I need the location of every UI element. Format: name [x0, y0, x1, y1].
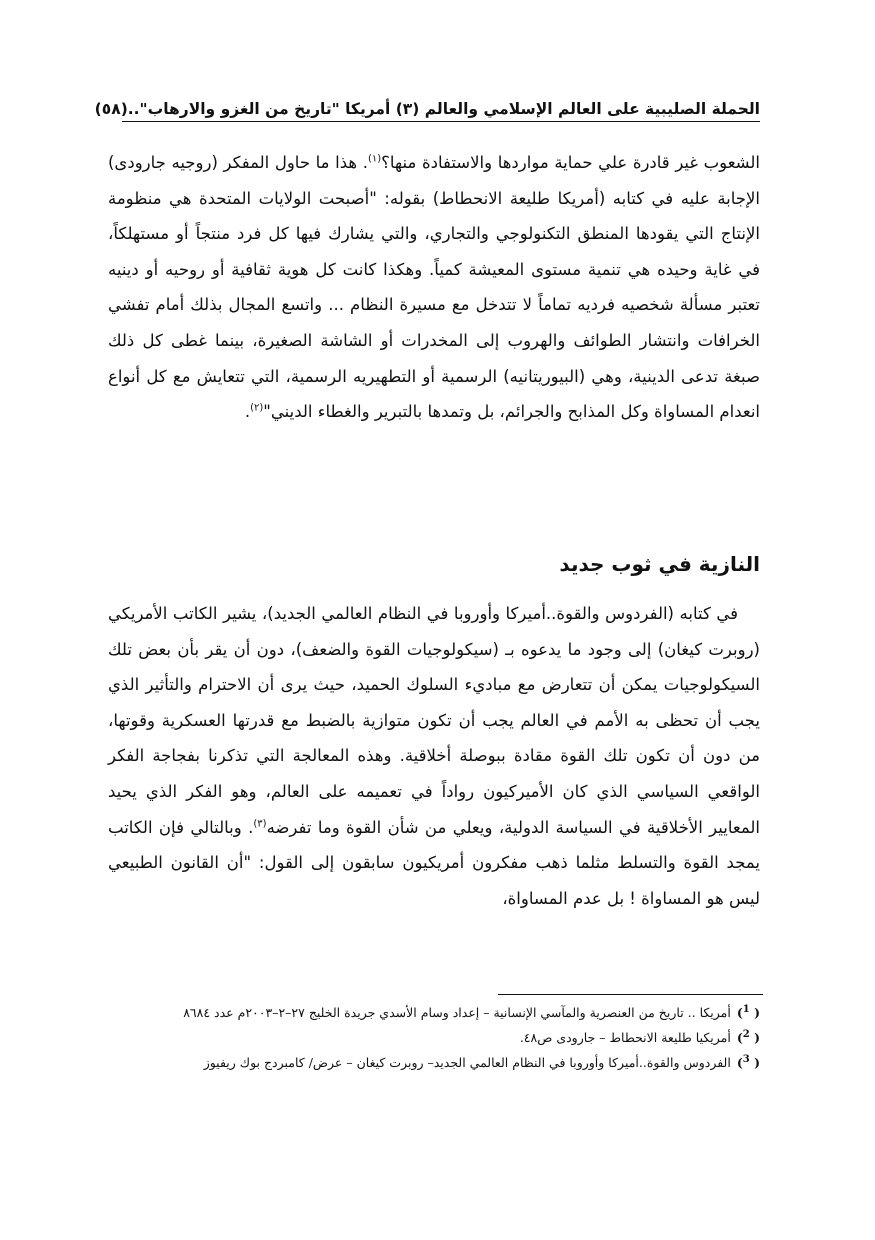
header-title: الحملة الصليبية على العالم الإسلامي والعالم (٣) أمريكا "تاريخ من الغزو والارهاب".. [127, 100, 760, 118]
running-header [94, 90, 760, 122]
footnote-ref-2[interactable]: (٢) [250, 402, 264, 414]
footnote-1-marker: ( $^1$) [736, 1003, 760, 1020]
footnote-1-text: أمريكا .. تاريخ من العنصرية والمآسي الإنسانية – إعداد وسام الأسدي جريدة الخليج ٢٧–٢–٢٠٠٣م عدد ٨٦٨٤ [183, 1005, 731, 1020]
footnote-3-marker: ( $^3$) [736, 1053, 760, 1070]
paragraph-1 [108, 145, 760, 430]
paragraph-1-text-b: . هذا ما حاول المفكر (روجيه جارودى) الإجابة عليه في كتابه (أمريكا طليعة الانحطاط) بقوله: "أصبحت الولايات المتحدة هي منظومة الإنتاج التي يقودها المنطق التكنولوجي والتجاري، والتي يشارك فيها كل فرد منتجاً أو مستهلكاً، في غاية وحيده هي تنمية مستوى المعيشة كمياً. وهكذا كانت كل هوية ثقافية أو روحيه أو دينيه تعتبر مسألة شخصيه فرديه تماماً لا تتدخل مع مسيرة النظام ... واتسع المجال بذلك أمام تفشي الخرافات وانتشار الطوائف والهروب إلى المخدرات أو الشاشة الصغيرة، بينما غطى كل ذلك صبغة تدعى الدينية، وهي (البيوريتانيه) الرسمية أو التطهيريه الرسمية، التي تتعايش مع كل أنواع انعدام المساواة وكل المذابح والجرائم، بل وتمدها بالتبرير والغطاء الديني" [108, 153, 760, 422]
paragraph-1-text-c: . [244, 402, 251, 422]
footnote-2-text: أمريكيا طليعة الانحطاط – جارودى ص٤٨. [519, 1030, 731, 1045]
paragraph-2-text-b: . وبالتالي فإن الكاتب يمجد القوة والتسلط مثلما ذهب مفكرون أمريكيون سابقون إلى القول: "أن القانون الطبيعي ليس هو المساواة ! بل عدم المساواة، [108, 817, 760, 908]
footnote-divider [498, 994, 763, 995]
footnote-ref-1[interactable]: (١) [367, 153, 382, 165]
paragraph-1-text-a: الشعوب غير قادرة علي حماية مواردها والاستفادة منها؟ [381, 153, 760, 172]
footnote-ref-3[interactable]: (٣) [253, 818, 267, 830]
footnote-2 [108, 1025, 760, 1050]
paragraph-2-text-a: في كتابه (الفردوس والقوة..أميركا وأوروبا في النظام العالمي الجديد)، يشير الكاتب الأمريكي (روبرت كيغان) إلى وجود ما يدعوه بـ (سيكولوجيات القوة والضعف)، دون أن يقر بأن بعض تلك السيكولوجيات يمكن أن تتعارض مع مباديء السلوك الحميد، حيث يرى أن الاحترام والتأثير الذي يجب أن تحظى به الأمم في العالم يجب أن تكون متوازية بالضبط مع قدرتها العسكرية وقوتها، من دون أن تكون تلك القوة مقادة ببوصلة أخلاقية. وهذه المعالجة التي تذكرنا بفجاجة الفكر الواقعي السياسي الذي كان الأميركيون رواداً في تعميمه على العالم، وهو الفكر الذي يحيد المعايير الأخلاقية في السياسة الدولية، ويعلي من شأن القوة وما تفرضه [108, 604, 760, 837]
footnote-1 [108, 1000, 760, 1025]
footnote-3 [108, 1050, 760, 1075]
page-number: (٥٨) [94, 100, 128, 118]
footnote-2-marker: ( $^2$) [736, 1028, 760, 1045]
paragraph-2 [108, 596, 760, 916]
footnotes [108, 1000, 760, 1075]
section-heading: النازية في ثوب جديد [559, 552, 760, 576]
footnote-3-text: الفردوس والقوة..أميركا وأوروبا في النظام العالمي الجديد– روبرت كيغان – عرض/ كامبردج بوك ريفيوز [203, 1055, 731, 1070]
